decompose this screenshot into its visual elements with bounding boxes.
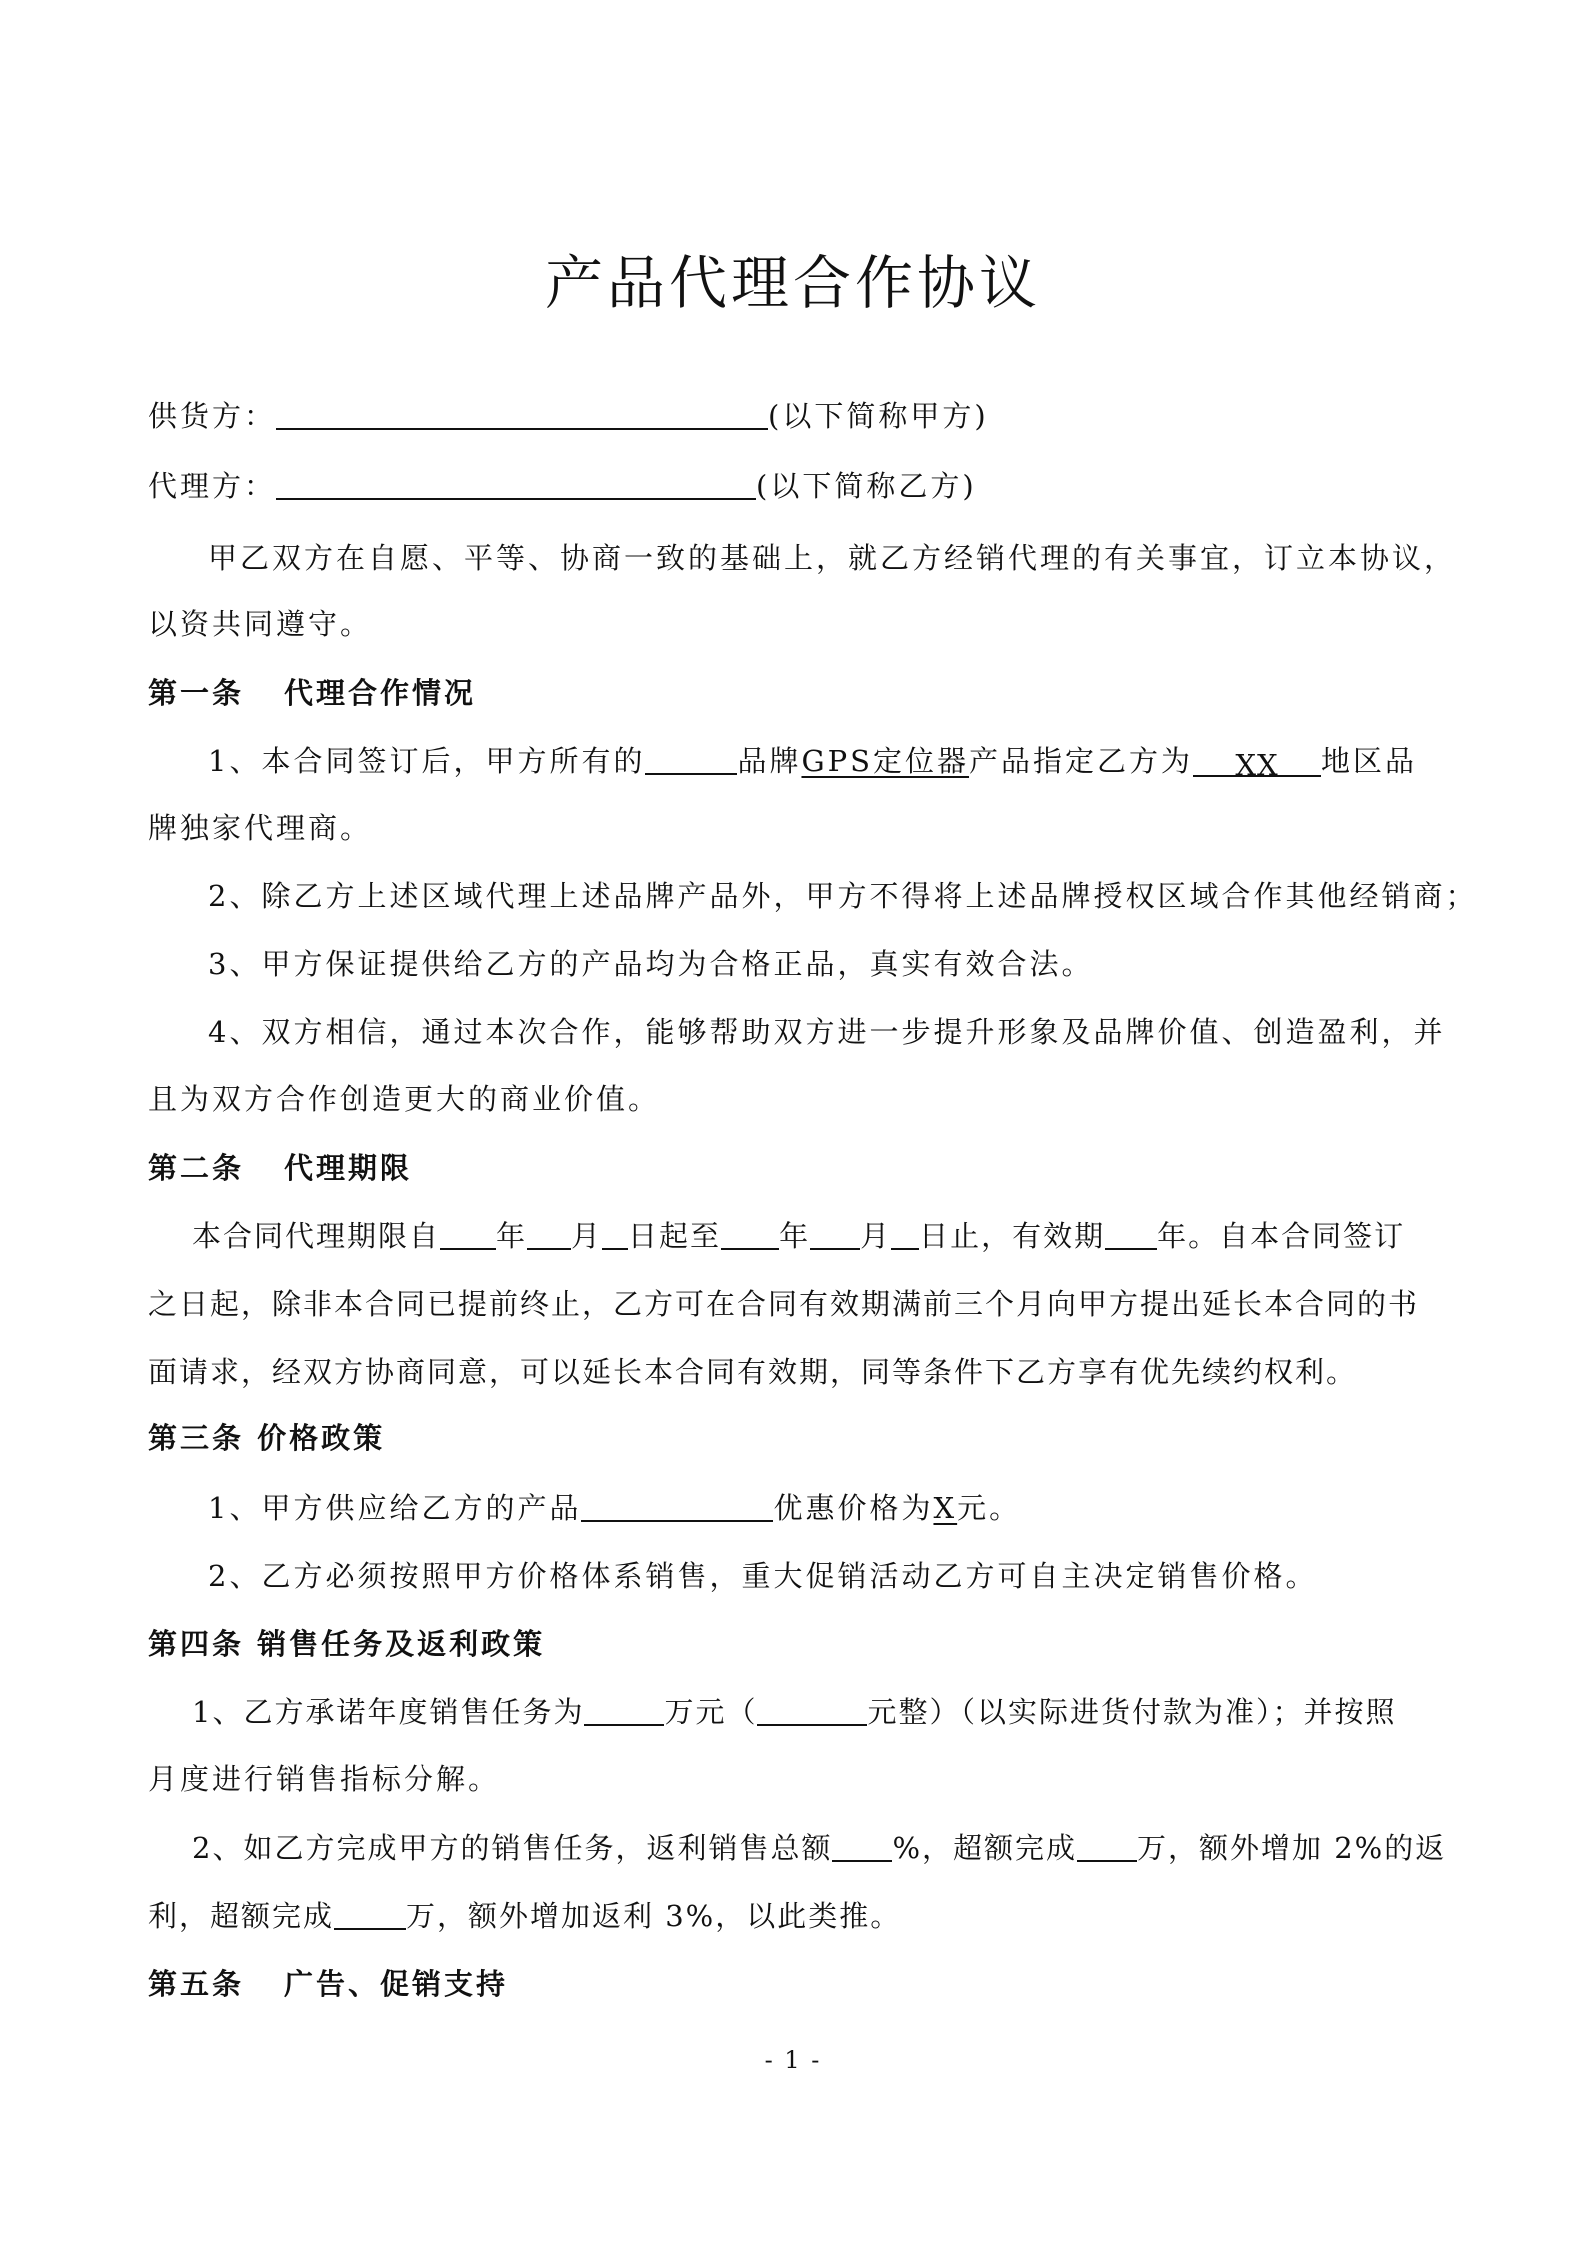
supplier-suffix: (以下简称甲方) bbox=[768, 399, 989, 433]
rebate-text-c: 万，额外增加 2%的返 bbox=[1137, 1831, 1447, 1865]
start-year-blank[interactable] bbox=[440, 1218, 496, 1250]
product-name: GPS定位器 bbox=[801, 744, 970, 778]
article-1-p1-text-c: 产品指定乙方为 bbox=[969, 744, 1194, 778]
sales-text-c: 元整）（以实际进货付款为准）；并按照 bbox=[867, 1695, 1397, 1729]
validity-years-blank[interactable] bbox=[1105, 1218, 1157, 1250]
article-3-heading: 第三条 价格政策 bbox=[148, 1421, 386, 1455]
page-title: 产品代理合作协议 bbox=[544, 249, 1041, 317]
supplier-blank[interactable] bbox=[276, 398, 768, 430]
price-text-a: 1、甲方供应给乙方的产品 bbox=[208, 1491, 582, 1525]
excess-amount-blank-2[interactable] bbox=[334, 1898, 406, 1930]
article-2-line-3: 面请求，经双方协商同意，可以延长本合同有效期，同等条件下乙方享有优先续约权利。 bbox=[148, 1355, 1358, 1389]
price-text-b: 优惠价格为 bbox=[773, 1491, 934, 1525]
term-day-to-label: 日止，有效期 bbox=[919, 1219, 1106, 1253]
start-day-blank[interactable] bbox=[602, 1218, 628, 1250]
article-4-p2-line-2 bbox=[148, 1896, 901, 1936]
price-text-c: 元。 bbox=[957, 1491, 1022, 1525]
end-year-blank[interactable] bbox=[721, 1218, 779, 1250]
rebate-text-a: 2、如乙方完成甲方的销售任务，返利销售总额 bbox=[192, 1831, 833, 1865]
article-1-p1-line-2: 牌独家代理商。 bbox=[148, 811, 373, 845]
article-1-p4-line-2: 且为双方合作创造更大的商业价值。 bbox=[148, 1082, 661, 1116]
article-1-p4-line-1: 4、双方相信，通过本次合作，能够帮助双方进一步提升形象及品牌价值、创造盈利，并 bbox=[208, 1015, 1446, 1049]
article-1-p1-text-a: 1、本合同签订后，甲方所有的 bbox=[208, 744, 646, 778]
sales-amount-words-blank[interactable] bbox=[757, 1694, 867, 1726]
term-month-label-2: 月 bbox=[860, 1219, 892, 1253]
article-1-p2: 2、除乙方上述区域代理上述品牌产品外，甲方不得将上述品牌授权区域合作其他经销商； bbox=[208, 879, 1478, 913]
article-1-heading bbox=[148, 673, 476, 713]
article-2-line-2: 之日起，除非本合同已提前终止，乙方可在合同有效期满前三个月向甲方提出延长本合同的书 bbox=[148, 1287, 1420, 1321]
end-month-blank[interactable] bbox=[810, 1218, 860, 1250]
article-4-heading: 第四条 销售任务及返利政策 bbox=[148, 1627, 546, 1661]
rebate-text-e: 万，额外增加返利 3%，以此类推。 bbox=[406, 1899, 902, 1933]
rebate-text-b: %，超额完成 bbox=[892, 1831, 1078, 1865]
rebate-percent-blank[interactable] bbox=[832, 1830, 892, 1862]
term-month-label: 月 bbox=[571, 1219, 603, 1253]
article-5-heading bbox=[148, 1964, 508, 2004]
page-number: - 1 - bbox=[764, 2046, 822, 2074]
term-text-a: 本合同代理期限自 bbox=[192, 1219, 441, 1253]
product-blank[interactable] bbox=[581, 1490, 773, 1522]
term-day-from-label: 日起至 bbox=[628, 1219, 722, 1253]
article-2-number: 第二条 bbox=[148, 1151, 245, 1185]
article-1-title: 代理合作情况 bbox=[284, 676, 477, 710]
term-year-label-2: 年 bbox=[779, 1219, 811, 1253]
article-2-heading bbox=[148, 1148, 412, 1188]
article-1-p3: 3、甲方保证提供给乙方的产品均为合格正品，真实有效合法。 bbox=[208, 947, 1094, 981]
intro-line-1: 甲乙双方在自愿、平等、协商一致的基础上，就乙方经销代理的有关事宜，订立本协议， bbox=[208, 541, 1457, 575]
sales-text-a: 1、乙方承诺年度销售任务为 bbox=[192, 1695, 585, 1729]
article-4-p1 bbox=[192, 1692, 1396, 1732]
article-2-line-1 bbox=[192, 1216, 1405, 1256]
sales-text-b: 万元（ bbox=[664, 1695, 758, 1729]
end-day-blank[interactable] bbox=[891, 1218, 919, 1250]
price-value: X bbox=[933, 1491, 958, 1525]
brand-blank[interactable] bbox=[645, 743, 737, 775]
excess-amount-blank-1[interactable] bbox=[1077, 1830, 1137, 1862]
sales-target-blank[interactable] bbox=[584, 1694, 664, 1726]
term-text-end: 年。自本合同签订 bbox=[1157, 1219, 1406, 1253]
region-value: XX bbox=[1193, 745, 1321, 777]
article-1-p1 bbox=[208, 741, 1417, 781]
article-4-p1-line-2: 月度进行销售指标分解。 bbox=[148, 1762, 501, 1796]
article-5-number: 第五条 bbox=[148, 1967, 245, 2001]
article-5-title: 广告、促销支持 bbox=[284, 1967, 509, 2001]
agent-blank[interactable] bbox=[276, 468, 756, 500]
supplier-label: 供货方： bbox=[148, 399, 277, 433]
article-1-number: 第一条 bbox=[148, 676, 245, 710]
article-1-p1-text-b: 品牌 bbox=[737, 744, 802, 778]
article-3-p1 bbox=[208, 1488, 1021, 1528]
article-4-p2 bbox=[192, 1828, 1446, 1868]
agent-suffix: (以下简称乙方) bbox=[756, 469, 977, 503]
agent-line bbox=[148, 466, 977, 506]
agent-label: 代理方： bbox=[148, 469, 277, 503]
supplier-line bbox=[148, 396, 989, 436]
term-year-label: 年 bbox=[496, 1219, 528, 1253]
start-month-blank[interactable] bbox=[527, 1218, 571, 1250]
article-2-title: 代理期限 bbox=[284, 1151, 413, 1185]
article-3-p2: 2、乙方必须按照甲方价格体系销售，重大促销活动乙方可自主决定销售价格。 bbox=[208, 1559, 1318, 1593]
article-1-p1-text-d: 地区品 bbox=[1321, 744, 1418, 778]
intro-line-2: 以资共同遵守。 bbox=[148, 607, 373, 641]
rebate-text-d: 利，超额完成 bbox=[148, 1899, 335, 1933]
